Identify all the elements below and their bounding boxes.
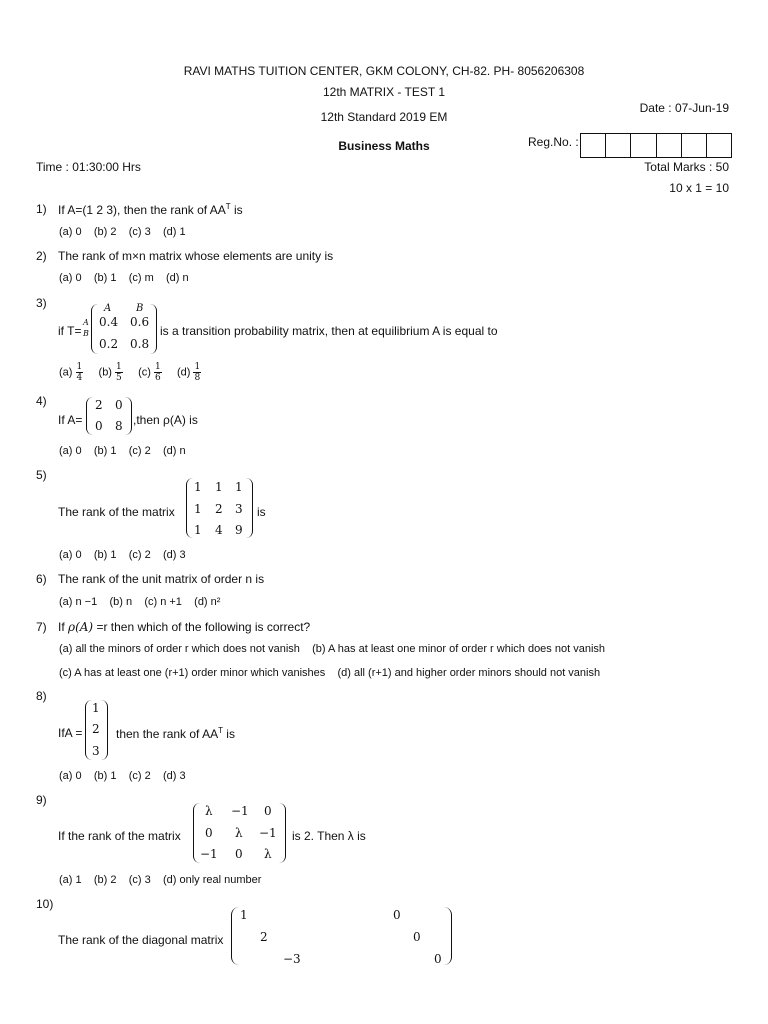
options: (a) all the minors of order r which does not vanish (b) A has at least one minor of order r which does not vanish (59, 643, 606, 655)
matrix-cell: −1 (259, 826, 277, 840)
question-number: 1) (36, 202, 47, 216)
options: (a) $\frac{1}{4}$ (b) $\frac{1}{5}$ (c) $\frac{1}{6}$ (d) $\frac{1}{8}$ (59, 362, 201, 383)
right-paren (246, 478, 253, 538)
matrix-cell: 0 (115, 398, 123, 412)
left-paren (231, 907, 239, 965)
question-suffix: then the rank of $AA^T$ is (116, 726, 235, 741)
question-number: 2) (36, 249, 47, 263)
right-paren (125, 397, 132, 435)
left-paren (85, 700, 92, 760)
matrix-cell: −3 (283, 952, 301, 966)
right-paren (150, 304, 157, 354)
question-number: 9) (36, 793, 47, 807)
left-paren (186, 478, 193, 538)
question-number: 8) (36, 689, 47, 703)
question-number: 5) (36, 468, 47, 482)
question-prefix: The rank of the matrix (58, 505, 175, 519)
reg-divider (656, 133, 657, 158)
matrix-cell: 2 (215, 502, 223, 516)
matrix-cell: λ (205, 804, 213, 818)
question-text: The rank of the unit matrix of order n is (58, 572, 265, 586)
question-number: 10) (36, 897, 54, 911)
matrix-cell: 2 (95, 398, 103, 412)
matrix-cell: 1 (215, 480, 223, 494)
question-number: 6) (36, 572, 47, 586)
standard: 12th Standard 2019 EM (320, 110, 448, 124)
center-name: RAVI MATHS TUITION CENTER, GKM COLONY, CH-82. PH- 8056206308 (183, 64, 585, 78)
matrix-cell: 2 (92, 722, 100, 736)
matrix-cell: 0 (393, 908, 401, 922)
matrix-cell: 0 (95, 419, 103, 433)
question-suffix: is (257, 505, 266, 519)
matrix-cell: 1 (194, 480, 202, 494)
left-paren (193, 803, 200, 863)
left-paren (91, 304, 98, 354)
right-paren (279, 803, 286, 863)
options: (a) 0 (b) 1 (c) 2 (d) 3 (59, 770, 186, 782)
section-marks: 10 x 1 = 10 (669, 181, 729, 195)
question-number: 4) (36, 394, 47, 408)
reg-label: Reg.No. : (528, 135, 579, 149)
reg-divider (706, 133, 707, 158)
matrix-cell: λ (264, 847, 272, 861)
test-title: 12th MATRIX - TEST 1 (322, 85, 446, 99)
options: (a) 0 (b) 2 (c) 3 (d) 1 (59, 226, 186, 238)
matrix-cell: 0 (235, 847, 243, 861)
matrix-cell: 0 (205, 826, 213, 840)
options: (a) 0 (b) 1 (c) m (d) n (59, 272, 189, 284)
question-suffix: is a transition probability matrix, then at equilibrium A is equal to (160, 324, 498, 338)
matrix-cell: 9 (235, 523, 243, 537)
row-label: B (83, 329, 89, 338)
subject: Business Maths (338, 139, 430, 153)
matrix-cell: 0 (264, 804, 272, 818)
question-prefix: IfA = (58, 726, 83, 740)
options: (c) A has at least one (r+1) order minor which vanishes (d) all (r+1) and higher order minors should not vanish (59, 667, 601, 679)
reg-divider (681, 133, 682, 158)
matrix-cell: −1 (200, 847, 218, 861)
options: (a) 0 (b) 1 (c) 2 (d) n (59, 445, 186, 457)
matrix-cell: 1 (240, 908, 248, 922)
matrix-cell: 1 (92, 701, 100, 715)
matrix-cell: 0.4 (99, 315, 119, 329)
row-label: A (83, 318, 89, 327)
question-prefix: if T= (58, 324, 82, 338)
total-marks: Total Marks : 50 (644, 160, 729, 174)
matrix-cell: 1 (194, 502, 202, 516)
matrix-cell: 0 (434, 952, 442, 966)
date: Date : 07-Jun-19 (639, 101, 729, 115)
matrix-cell: 3 (235, 502, 243, 516)
question-prefix: If the rank of the matrix (58, 829, 181, 843)
matrix-cell: 0.8 (130, 337, 150, 351)
question-suffix: ,then ρ(A) is (133, 413, 198, 427)
question-suffix: is 2. Then λ is (292, 829, 366, 843)
matrix-cell: 1 (194, 523, 202, 537)
matrix-cell: 1 (235, 480, 243, 494)
reg-divider (630, 133, 631, 158)
matrix-cell: 0.2 (99, 337, 119, 351)
question-text: If A=(1 2 3), then the rank of $AA^T$ is (58, 202, 243, 217)
matrix-cell: 3 (92, 744, 100, 758)
matrix-cell: 0 (413, 930, 421, 944)
options: (a) n −1 (b) n (c) n +1 (d) n² (59, 596, 221, 608)
fraction: $\frac{1}{8}$ (194, 362, 201, 383)
options: (a) 0 (b) 1 (c) 2 (d) 3 (59, 549, 186, 561)
question-number: 3) (36, 296, 47, 310)
question-text: The rank of m×n matrix whose elements are unity is (58, 249, 334, 263)
time: Time : 01:30:00 Hrs (36, 160, 141, 174)
reg-divider (605, 133, 606, 158)
left-paren (86, 397, 93, 435)
matrix-cell: −1 (231, 804, 249, 818)
matrix-cell: 8 (115, 419, 123, 433)
fraction: $\frac{1}{5}$ (116, 362, 122, 383)
question-number: 7) (36, 620, 47, 634)
matrix-cell: 2 (260, 930, 268, 944)
matrix-cell: 0.6 (130, 315, 150, 329)
right-paren (444, 907, 452, 965)
question-text: If ρ(A) =r then which of the following is correct? (58, 620, 311, 634)
matrix-cell: λ (235, 826, 243, 840)
col-label: A (104, 303, 112, 314)
options: (a) 1 (b) 2 (c) 3 (d) only real number (59, 874, 262, 886)
question-prefix: If A= (58, 413, 83, 427)
fraction: $\frac{1}{4}$ (76, 362, 83, 383)
right-paren (101, 700, 108, 760)
col-label: B (136, 303, 144, 314)
fraction: $\frac{1}{6}$ (154, 362, 161, 383)
question-prefix: The rank of the diagonal matrix (58, 933, 224, 947)
matrix-cell: 4 (215, 523, 223, 537)
